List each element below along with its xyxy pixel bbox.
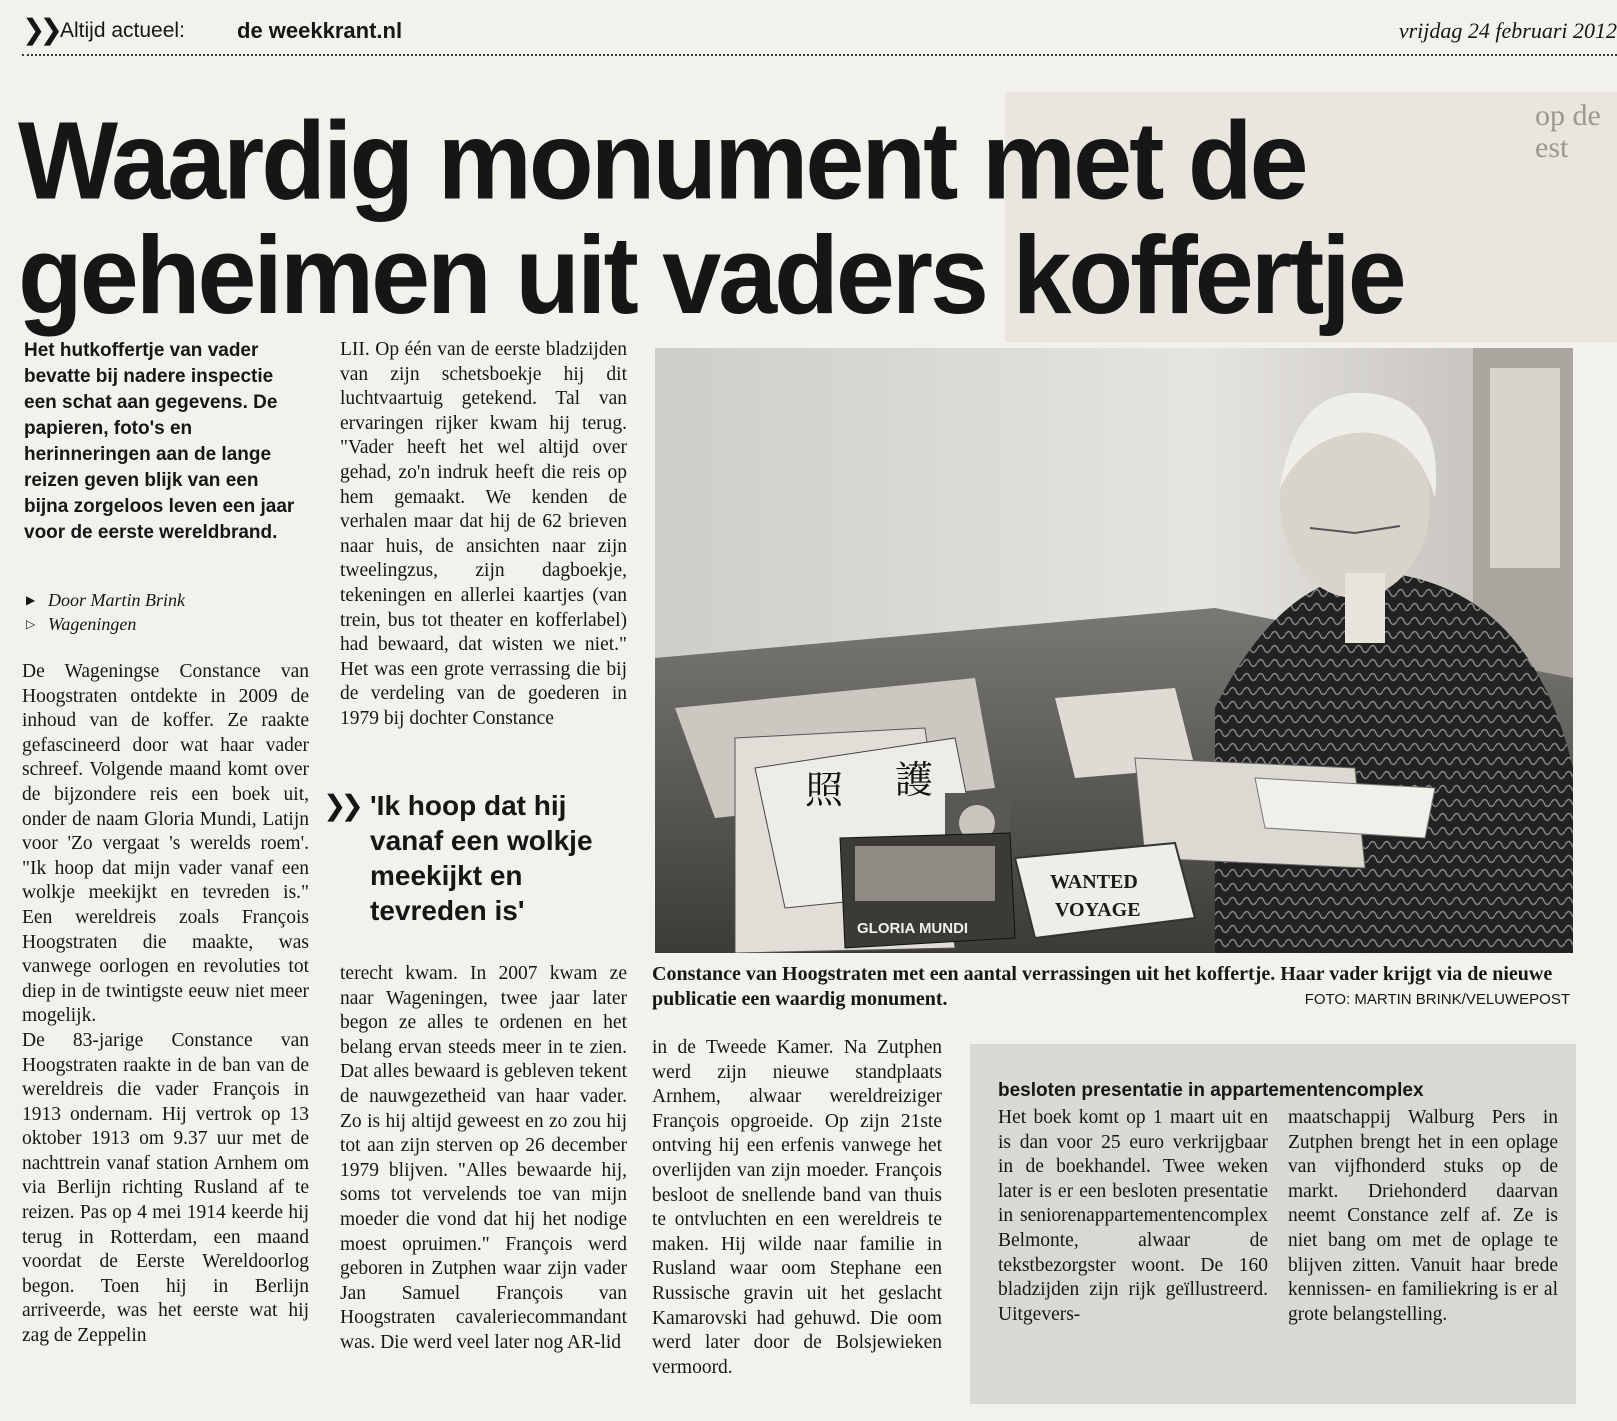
- masthead-site: de weekkrant.nl: [237, 18, 403, 43]
- svg-text:WANTED: WANTED: [1050, 871, 1138, 893]
- svg-text:照: 照: [805, 768, 844, 812]
- body-column-1: [22, 660, 309, 1349]
- sidebar-title: besloten presentatie in appartementencomplex: [998, 1080, 1424, 1101]
- body-column-2-bottom: [340, 962, 627, 1356]
- masthead: [22, 14, 1617, 56]
- sidebar-box: [970, 1044, 1576, 1404]
- byline-author: Door Martin Brink: [48, 590, 185, 610]
- byline-author-row: [24, 588, 314, 612]
- double-chevron-icon: ❯❯: [22, 13, 57, 46]
- svg-text:VOYAGE: VOYAGE: [1055, 899, 1141, 921]
- headline: Waardig monument met de geheimen uit vaders koffertje: [18, 99, 1404, 337]
- byline-location-row: [24, 612, 314, 636]
- photo-book: [840, 833, 1015, 948]
- svg-text:護: 護: [895, 758, 934, 802]
- photo-credit: FOTO: MARTIN BRINK/VELUWEPOST: [1304, 991, 1570, 1008]
- body-paragraph: in de Tweede Kamer. Na Zutphen werd zijn nieuwe standplaats Arnhem, alwaar wereldreiziger François opgroeide. Op zijn 21ste ontving hij een erfenis vanwege het overlijden van zijn moeder. François besloot de snellende band van thuis te ontvluchten en een wereldreis te maken. Hij wilde naar familie in Rusland waar oom Stephane een Russische gravin uit het geslacht Kamarovski had gehuwd. Die oom werd later door de Bolsjewieken vermoord.: [652, 1037, 942, 1378]
- body-paragraph: LII. Op één van de eerste bladzijden van zijn schetsboekje hij dit luchtvaartuig getekend. Tal van ervaringen rijker kwam hij terug. "Vader heeft het wel altijd over gehad, zo'n indruk heeft die reis op hem gemaakt. We kenden de verhalen maar dat hij de 62 brieven naar huis, de ansichten naar zijn tweelingzus, zijn dagboekje, tekeningen en allerlei kaartjes (van trein, bus tot theater en kofferlabel) had bewaard, dat wisten we niet." Het was een grote verrassing die bij de verdeling van de goederen in 1979 bij dochter Constance: [340, 339, 627, 729]
- body-column-3: [652, 1036, 942, 1380]
- adjacent-page-text: op de est: [1535, 99, 1601, 164]
- intro-paragraph: Het hutkoffertje van vader bevatte bij nadere inspectie een schat aan gegevens. De papieren, foto's en herinneringen aan de lange reizen geven blijk van een bijna zorgeloos leven een jaar voor de eerste wereldbrand.: [24, 340, 295, 543]
- photo-illustration: [655, 348, 1573, 953]
- sidebar-column-2: maatschappij Walburg Pers in Zutphen brengt het in een oplage van vijfhonderd stuks op de markt. Driehonderd daarvan neemt Constance zelf af. Ze is niet bang om met de oplage te blijven zitten. Vanuit haar brede kennissen- en familiekring is er al grote belangstelling.: [1288, 1107, 1558, 1325]
- sidebar-column-1: Het boek komt op 1 maart uit en is dan voor 25 euro verkrijgbaar in de boekhandel. Twee weken later is er een besloten presentatie in seniorenappartementencomplex Belmonte, alwaar de tekstbezorgster woont. De 160 bladzijden zijn rijk geïllustreerd. Uitgevers-: [998, 1107, 1268, 1325]
- photo-caption: Constance van Hoogstraten met een aantal verrassingen uit het koffertje. Haar vader krijgt via de nieuwe publicatie een waardig monument.: [652, 963, 1553, 1010]
- article-photo: [655, 348, 1573, 953]
- body-paragraph: De 83-jarige Constance van Hoogstraten raakte in de ban van de wereldreis die vader François in 1913 ondernam. Hij vertrok op 13 oktober 1913 om 9.37 uur met de nachttrein vanaf station Arnhem om via Berlijn richting Rusland af te reizen. Pas op 4 mei 1914 keerde hij terug in Rotterdam, een maand voordat de Eerste Wereldoorlog begon. Toen hij in Berlijn arriveerde, was het eerste wat hij zag de Zeppelin: [22, 1029, 309, 1347]
- body-paragraph: terecht kwam. In 2007 kwam ze naar Wageningen, twee jaar later begon ze alles te ordenen en het belang ervan steeds meer in te zien. Dat alles bewaard is gebleven tekent de nauwgezetheid van haar vader. Zo is hij altijd geweest en zo zou hij tot aan zijn sterven op 26 december 1979 blijven. "Alles bewaarde hij, soms tot vervelends toe van mijn moeder die vond dat hij het nodige moest opruimen." François werd geboren in Zutphen waar zijn vader Jan Samuel François van Hoogstraten cavaleriecommandant was. Die werd veel later nog AR-lid: [340, 963, 627, 1353]
- masthead-label: Altijd actueel:: [60, 19, 185, 42]
- triangle-outline-icon: ▷: [26, 617, 36, 631]
- body-paragraph: De Wageningse Constance van Hoogstraten ontdekte in 2009 de inhoud van de koffer. Ze raakte gefascineerd door wat haar vader schreef. Volgende maand komt over de bijzondere reis een boek uit, onder de naam Gloria Mundi, Latijn voor 'Zo vergaat 's werelds roem'. "Ik hoop dat mijn vader vanaf een wolkje meekijkt en tevreden is." Een wereldreis zoals François Hoogstraten die maakte, was vanwege oorlogen en revoluties tot diep in de twintigste eeuw niet meer mogelijk.: [22, 661, 309, 1027]
- pull-quote-text: 'Ik hoop dat hij vanaf een wolkje meekijkt en tevreden is': [370, 790, 593, 926]
- triangle-filled-icon: ▶: [26, 593, 36, 607]
- byline-location: Wageningen: [48, 614, 137, 634]
- body-column-2-top: [340, 338, 627, 732]
- byline: [24, 588, 314, 636]
- double-chevron-icon: ❯❯: [323, 789, 358, 822]
- svg-text:GLORIA MUNDI: GLORIA MUNDI: [857, 920, 969, 937]
- masthead-date: vrijdag 24 februari 2012: [1398, 18, 1617, 43]
